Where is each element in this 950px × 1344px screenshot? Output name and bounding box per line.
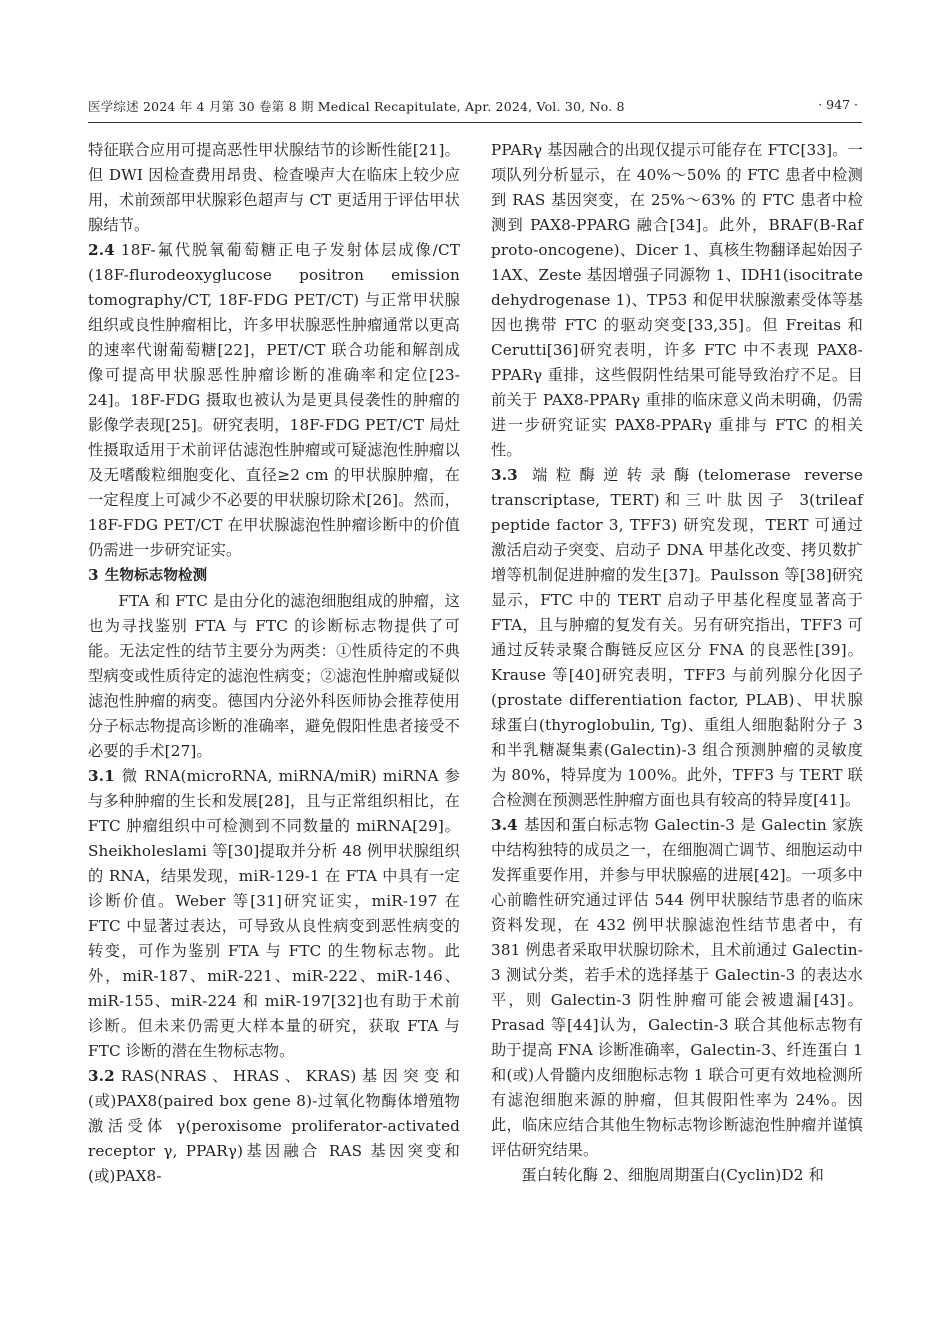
- section-title: 生物标志物检测: [104, 568, 208, 584]
- left-column: [88, 138, 460, 1189]
- section-number: 2.4: [88, 241, 115, 259]
- section-number: 3.4: [491, 816, 518, 834]
- section-3-4: [491, 813, 863, 1163]
- header-divider: [88, 122, 862, 123]
- section-body: RAS 基因突变和(或)PAX8-: [88, 1142, 460, 1185]
- section-body: 与正常甲状腺组织或良性肿瘤相比，许多甲状腺恶性肿瘤通常以更高的速率代谢葡萄糖[22]，PET/CT 联合功能和解剖成像可提高甲状腺恶性肿瘤诊断的准确率和定位[23-24]。18F-FDG 摄取也被认为是更具侵袭性的肿瘤的影像学表现[25]。研究表明，18F-FDG PET/CT 局灶性摄取适用于术前评估滤泡性肿瘤或可疑滤泡性肿瘤以及无嗜酸粒细胞变化、直径≥2 cm 的甲状腺肿瘤，在一定程度上可减少不必要的甲状腺切除术[26]。然而，18F-FDG PET/CT 在甲状腺滤泡性肿瘤诊断中的价值仍需进一步研究证实。: [88, 291, 461, 559]
- section-3-body: FTA 和 FTC 是由分化的滤泡细胞组成的肿瘤，这也为寻找鉴别 FTA 与 FTC 的诊断标志物提供了可能。无法定性的结节主要分为两类：①性质待定的不典型病变或性质待定的滤泡性病变；②滤泡性肿瘤或疑似滤泡性肿瘤的病变。德国内分泌外科医师协会推荐使用分子标志物提高诊断的准确率，避免假阳性患者接受不必要的手术[27]。: [88, 592, 460, 760]
- section-title: RAS(NRAS、HRAS、KRAS)基因突变和(或)PAX8(paired box gene 8)-过氧化物酶体增殖物激活受体 γ(peroxisome proliferator-activated receptor γ, PPARγ)基因融合: [88, 1067, 460, 1160]
- paragraph-protein-convertase: 蛋白转化酶 2、细胞周期蛋白(Cyclin)D2 和: [521, 1166, 824, 1184]
- section-number: 3: [88, 566, 99, 584]
- paragraph-pax8-pparg: PPARγ 基因融合的出现仅提示可能存在 FTC[33]。一项队列分析显示，在 40%～50% 的 FTC 患者中检测到 RAS 基因突变，在 25%～63% 的 FTC 患者中检测到 PAX8-PPARG 融合[34]。此外，BRAF(B-Raf proto-oncogene)、Dicer 1、真核生物翻译起始因子 1AX、Zeste 基因增强子同源物 1、IDH1(isocitrate dehydrogenase 1)、TP53 和促甲状腺激素受体等基因也携带 FTC 的驱动突变[33,35]。但 Freitas 和 Cerutti[36]研究表明，许多 FTC 中不表现 PAX8-PPARγ 重排，这些假阴性结果可能导致治疗不足。目前关于 PAX8-PPARγ 重排的临床意义尚未明确，仍需进一步研究证实 PAX8-PPARγ 重排与 FTC 的相关性。: [491, 141, 863, 459]
- section-3-2: [88, 1064, 460, 1189]
- section-body: miRNA 参与多种肿瘤的生长和发展[28]，且与正常组织相比，在 FTC 肿瘤组织中可检测到不同数量的 miRNA[29]。Sheikholeslami 等[30]提取并分析 48 例甲状腺组织的 RNA，结果发现，miR-129-1 在 FTA 中具有一定诊断价值。Weber 等[31]研究证实，miR-197 在 FTC 中显著过表达，可导致从良性病变到恶性病变的转变，可作为鉴别 FTA 与 FTC 的生物标志物。此外，miR-187、miR-221、miR-222、miR-146、miR-155、miR-224 和 miR-197[32]也有助于术前诊断。但未来仍需更大样本量的研究，获取 FTA 与 FTC 诊断的潜在生物标志物。: [88, 767, 460, 1060]
- section-3: [88, 563, 460, 589]
- section-title: 18F-氟代脱氧葡萄糖正电子发射体层成像/CT (18F-flurodeoxyglucose positron emission tomography/CT, 18F-FDG PET/CT): [88, 241, 460, 309]
- section-number: 3.3: [491, 466, 518, 484]
- section-number: 3.2: [88, 1067, 115, 1085]
- section-2-4: [88, 238, 460, 563]
- page-number: · 947 ·: [818, 97, 858, 112]
- journal-info: 医学综述 2024 年 4 月第 30 卷第 8 期 Medical Recapitulate, Apr. 2024, Vol. 30, No. 8: [88, 99, 625, 114]
- section-title: 微 RNA(microRNA, miRNA/miR): [120, 767, 377, 785]
- section-3-1: [88, 764, 460, 1064]
- running-header: [88, 97, 862, 119]
- section-3-3: [491, 463, 863, 813]
- right-column: [491, 138, 863, 1188]
- section-title: 端粒酶逆转录酶(telomerase reverse transcriptase, TERT)和三叶肽因子 3(trileaf peptide factor 3, TFF3): [491, 466, 863, 534]
- section-number: 3.1: [88, 767, 115, 785]
- section-body: 研究发现，TERT 可通过激活启动子突变、启动子 DNA 甲基化改变、拷贝数扩增等机制促进肿瘤的发生[37]。Paulsson 等[38]研究显示，FTC 中的 TERT 启动子甲基化程度显著高于 FTA，且与肿瘤的复发有关。另有研究指出，TFF3 可通过反转录聚合酶链反应区分 FNA 的良恶性[39]。Krause 等[40]研究表明，TFF3 与前列腺分化因子(prostate differentiation factor, PLAB)、甲状腺球蛋白(thyroglobulin, Tg)、重组人细胞黏附分子 3 和半乳糖凝集素(Galectin)-3 组合预测肿瘤的灵敏度为 80%，特异度为 100%。此外，TFF3 与 TERT 联合检测在预测恶性肿瘤方面也具有较高的特异度[41]。: [491, 516, 863, 809]
- paragraph-dwi-conclusion: 特征联合应用可提高恶性甲状腺结节的诊断性能[21]。但 DWI 因检查费用昂贵、检查噪声大在临床上较少应用，术前颈部甲状腺彩色超声与 CT 更适用于评估甲状腺结节。: [88, 141, 460, 234]
- section-title: 基因和蛋白标志物: [523, 816, 650, 834]
- section-body: Galectin-3 是 Galectin 家族中结构独特的成员之一，在细胞凋亡调节、细胞运动中发挥重要作用，并参与甲状腺癌的进展[42]。一项多中心前瞻性研究通过评估 544 例甲状腺结节患者的临床资料发现，在 432 例甲状腺滤泡性结节患者中，有 381 例患者采取甲状腺切除术，且术前通过 Galectin-3 测试分类，若手术的选择基于 Galectin-3 的表达水平，则 Galectin-3 阴性肿瘤可能会被遗漏[43]。Prasad 等[44]认为，Galectin-3 联合其他标志物有助于提高 FNA 诊断准确率，Galectin-3、纤连蛋白 1 和(或)人骨髓内皮细胞标志物 1 联合可更有效地检测所有滤泡细胞来源的肿瘤，但其假阳性率为 24%。因此，临床应结合其他生物标志物诊断滤泡性肿瘤并谨慎评估研究结果。: [491, 816, 864, 1159]
